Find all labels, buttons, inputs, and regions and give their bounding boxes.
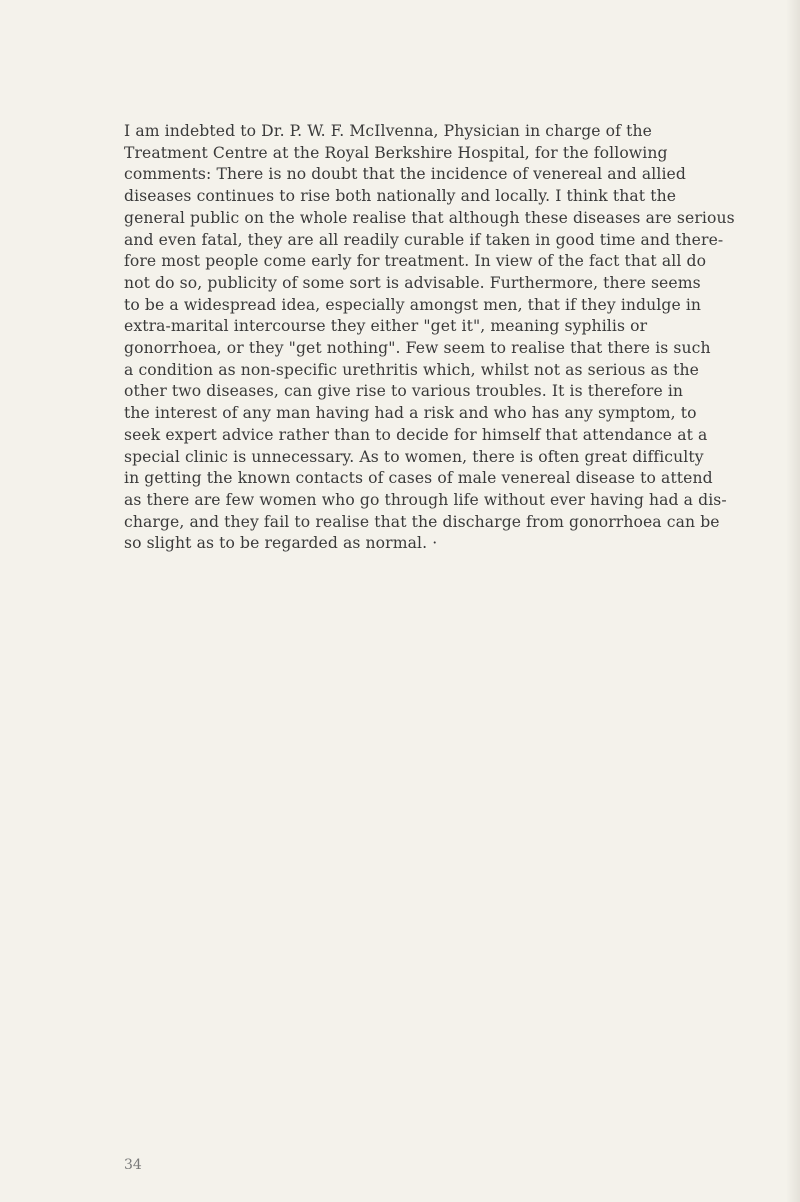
body-paragraph: I am indebted to Dr. P. W. F. McIlvenna, Physician in charge of the Treatment Centre at the Royal Berkshire Hospital, for the following comments: There is no doubt that the incidence of venereal and allied diseases continues to rise both nationally and locally. I think that the general public on the whole realise that although these diseases are serious and even fatal, they are all readily curable if taken in good time and there- fore most people come early for treatment. In view of the fact that all do not do so, publicity of some sort is advisable. Furthermore, there seems to be a widespread idea, especially amongst men, that if they indulge in extra-marital intercourse they either "get it", meaning syphilis or gonorrhoea, or they "get nothing". Few seem to realise that there is such a condition as non-specific urethritis which, whilst not as serious as the other two diseases, can give rise to various troubles. It is therefore in the interest of any man having had a risk and who has any symptom, to seek expert advice rather than to decide for himself that attendance at a special clinic is unnecessary. As to women, there is often great difficulty in getting the known contacts of cases of male venereal disease to attend as there are few women who go through life without ever having had a dis- charge, and they fail to realise that the discharge from gonorrhoea can be so slight as to be regarded as normal. · (124, 122, 735, 553)
page-number: 34 (124, 1157, 142, 1173)
page-edge-shadow (786, 0, 800, 1202)
